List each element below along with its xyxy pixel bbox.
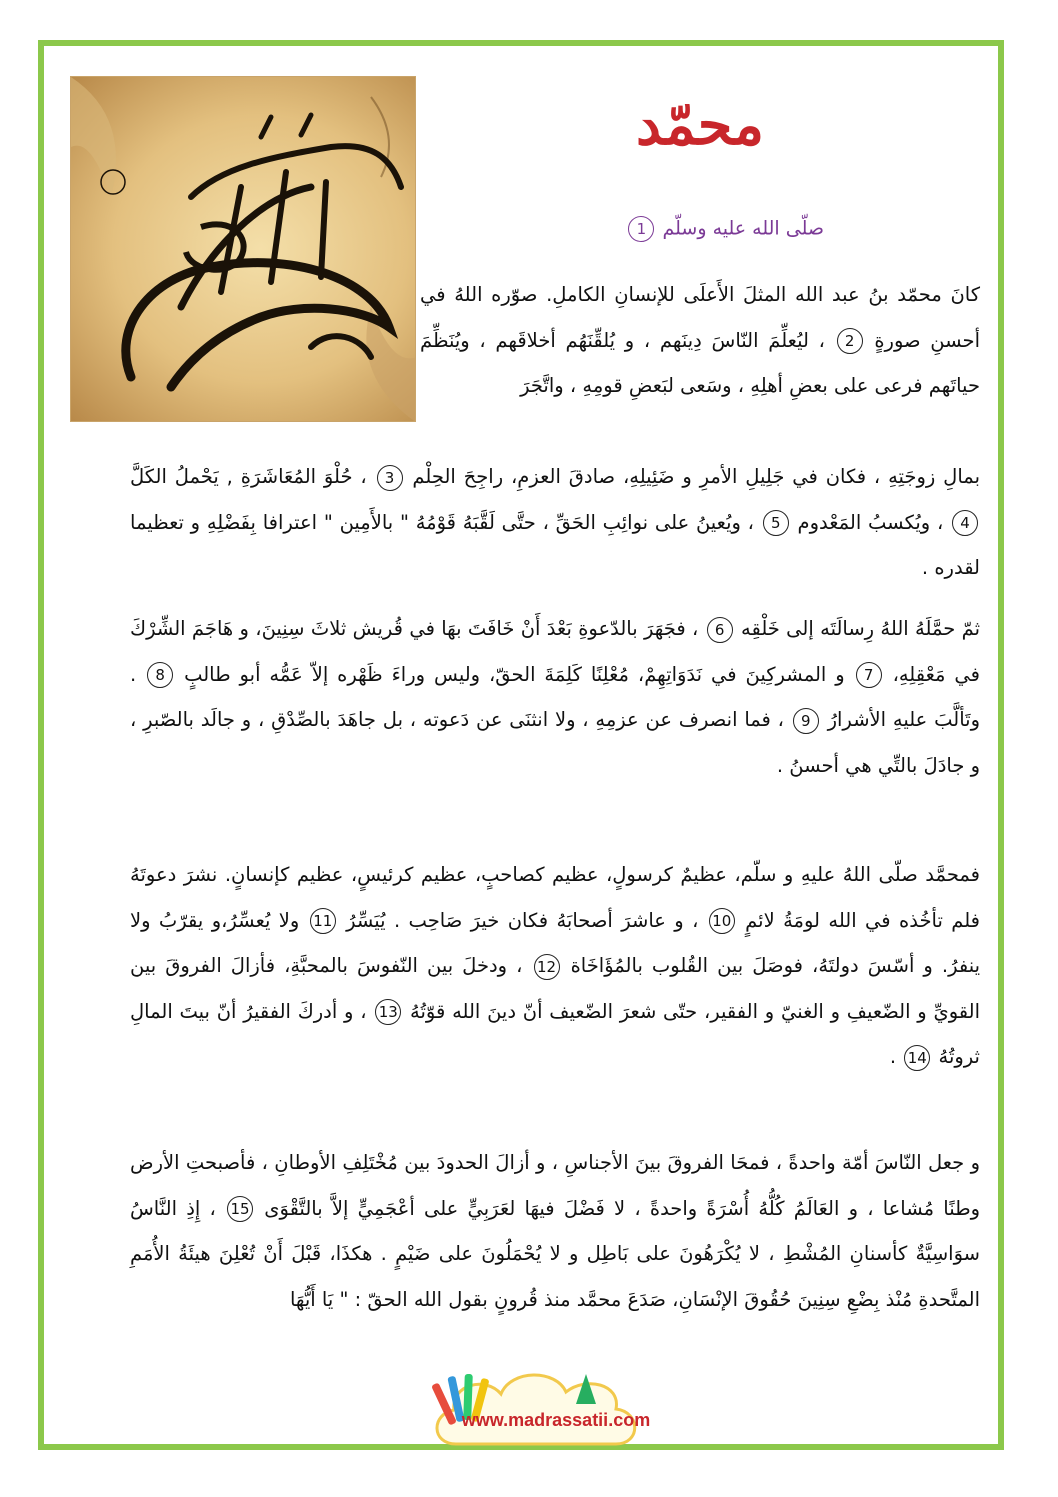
paragraph-text: ، حُلْوَ المُعَاشَرَةِ , يَحْملُ الكَلَّ [130, 465, 367, 488]
footnote-marker: 4 [952, 510, 978, 536]
paragraph-text: و جعل النّاسَ أمّة واحدةً ، فمحَا الفروقَ بينَ الأجناسِ ، و أزالَ الحدودَ بين مُخْتَلِفِ الأوطانِ ، فأصبحتِ الأرض وطنًا مُشاعا ، و العَالَمُ كُلُّهُ أُسْرَةً واحدةً ، لا فَضْلَ فيهَا لعَرَبِيٍّ على أعْجَمِيٍّ إلاَّ بالتَّقْوَى [130, 1151, 981, 1220]
paragraph-4 [130, 1140, 980, 1322]
paragraph-1-top [420, 272, 980, 409]
paragraph-1-bottom [130, 454, 980, 591]
paragraph-text: ، و أدركَ الفقيرُ أنّ بيتَ المالِ ثروتُهُ [130, 999, 980, 1068]
paragraph-text: ، فجَهَرَ بالدّعوةِ بَعْدَ أَنْ خَافَتَ بهَا في قُريش ثلاثَ سِنِينَ، و هَاجَمَ الشِّرْكَ في مَعْقِلِهِ، [130, 617, 980, 686]
paragraph-text: ولا يُعسِّرُ،و يقرّبُ ولا ينفرُ. و أسّسَ دولتَهُ، فوصَلَ بين القُلوب بالمُؤَاخَاة [130, 908, 981, 977]
footnote-marker: 8 [147, 662, 173, 688]
paragraph-2 [130, 606, 980, 788]
footnote-marker: 1 [628, 216, 654, 242]
footnote-marker: 13 [375, 999, 401, 1025]
paragraph-text: كانَ محمّد بنُ عبد الله المثلَ الأَعلَى للإنسانِ الكاملِ. صوّره اللهُ في أحسنِ صورةٍ [420, 283, 980, 352]
footnote-marker: 7 [856, 662, 882, 688]
paragraph-text: و المشركِينَ في نَدَوَاتِهِمْ، مُعْلِنًا كَلِمَةَ الحقّ، وليس وراءَ ظَهْره إلاّ عَمُّه أبو طالبٍ [184, 662, 845, 686]
salutation-text: صلّى الله عليه وسلّم [662, 217, 824, 240]
paragraph-text: ، و عاشرَ أصحابَهُ فكان خيرَ صَاحِب . يُيَسِّرُ [346, 908, 699, 932]
page-title: محمّد [636, 92, 764, 158]
footnote-marker: 6 [707, 617, 733, 643]
paragraph-text: فمحمَّد صلّى اللهُ عليهِ و سلّم، عظيمٌ كرسولٍ، عظيم كصاحبٍ، عظيم كرئيسٍ، عظيم كإنسانٍ. نشرَ دعوتَهُ فلم تأخُذه في الله لومَةُ لائمٍ [130, 863, 981, 932]
paragraph-text: بمالِ زوجَتِهِ ، فكان في جَلِيلِ الأمرِ و ضَئِيلِهِ، صادقَ العزمِ، راجِحَ الحِلْم [412, 465, 980, 488]
footnote-marker: 11 [310, 908, 336, 934]
footnote-marker: 10 [709, 908, 735, 934]
paragraph-text: ، فما انصرف عن عزمِهِ ، ولا انثنَى عن دَعوته ، بل جاهَدَ بالصِّدْقِ ، و جالَد بالصّبرِ ، و جادَلَ بالتِّي هي أحسنُ . [130, 708, 980, 777]
paragraph-text: ، إِذِ النَّاسُ سوَاسِيَّةٌ كأسنانِ المُشْطِ ، لا يُكْرَهُونَ على بَاطِل و لا يُحْمَلُونَ على ضَيْمٍ . هكذَا، قَبْلَ أَنْ تُعْلِنَ هيئَةُ الأُمَمِ المتَّحدةِ مُنْذ بِضْعِ سِنِينَ حُقُوقَ الإنْسَانِ، صَدَعَ محمَّد منذ قُرونٍ بقول الله الحقّ : " يَا أَيُّهَا [130, 1196, 980, 1311]
salutation-line [430, 216, 824, 242]
paragraph-text: . وتَألَّبَ عليهِ الأشرارُ [130, 662, 980, 731]
footnote-marker: 9 [793, 708, 819, 734]
paragraph-text: ، ويُعينُ على نوائِبِ الحَقِّ ، حتَّى لَقَّبَهُ قَوْمُهُ " بالأَمِين " اعترافا بِفَضْلِهِ و تعظيما لقدره . [130, 510, 980, 579]
footnote-marker: 3 [377, 465, 403, 491]
paragraph-text: . [889, 1045, 897, 1068]
footnote-marker: 2 [837, 328, 863, 354]
calligraphy-image [70, 76, 416, 422]
paragraph-text: ، ويُكسبُ المَعْدوم [797, 510, 944, 534]
footnote-marker: 5 [763, 510, 789, 536]
paragraph-text: ثمّ حمَّلَهُ اللهُ رِسالَتَه إلى خَلْقِه [741, 617, 981, 640]
footnote-marker: 12 [534, 954, 560, 980]
footer-website-link[interactable]: www.madrassatii.com [461, 1410, 651, 1430]
footnote-marker: 15 [227, 1196, 253, 1222]
footnote-marker: 14 [904, 1045, 930, 1071]
paragraph-3 [130, 852, 980, 1080]
paragraph-text: ، ودخلَ بين النّفوسَ بالمحبَّةِ، فأزالَ الفروقَ بين القويِّ و الضّعيفِ و الغنيّ و الفقير، حتّى شعرَ الضّعيف أنّ دينَ الله قوّتُهُ [130, 954, 981, 1023]
paragraph-text: ، ليُعلِّمَ النّاسَ دِينَهم ، و يُلقِّنَهُم أخلاقَهم ، ويُنَظِّمَ حياتَهم فرعى على بعضِ أهلِهِ ، وسَعى لبَعضِ قومِهِ ، واتَّجَرَ [420, 328, 980, 397]
